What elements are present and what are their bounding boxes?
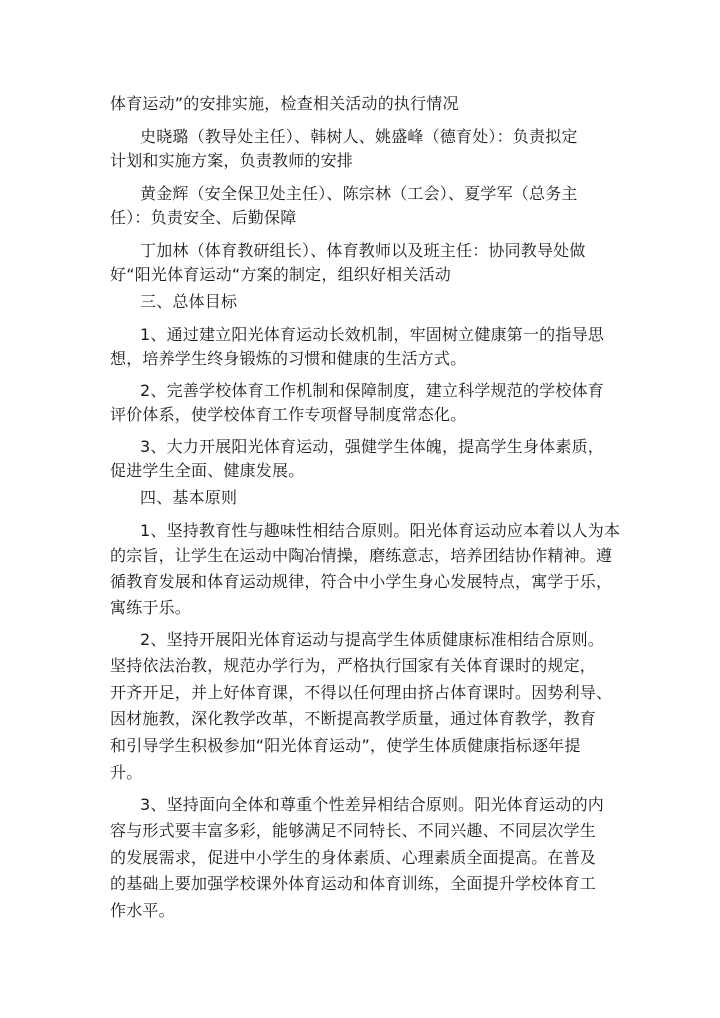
text-line: 3、坚持面向全体和尊重个性差异相结合原则。阳光体育运动的内 bbox=[140, 795, 604, 814]
text-line: 想，培养学生终身锻炼的习惯和健康的生活方式。 bbox=[110, 349, 467, 368]
text-line: 3、大力开展阳光体育运动，强健学生体魄，提高学生身体素质， bbox=[140, 437, 604, 456]
text-line: 计划和实施方案，负责教师的安排 bbox=[110, 151, 354, 170]
text-line: 因材施教，深化教学改革，不断提高教学质量，通过体育教学，教育 bbox=[110, 709, 597, 728]
text-line: 体育运动”的安排实施，检查相关活动的执行情况 bbox=[110, 94, 459, 113]
text-line: 促进学生全面、健康发展。 bbox=[110, 461, 305, 480]
text-line: 容与形式要丰富多彩，能够满足不同特长、不同兴趣、不同层次学生 bbox=[110, 821, 597, 840]
text-line: 黄金辉（安全保卫处主任）、陈宗林（工会）、夏学军（总务主 bbox=[140, 184, 578, 203]
text-line: 2、完善学校体育工作机制和保障制度，建立科学规范的学校体育 bbox=[140, 381, 604, 400]
text-line: 的基础上要加强学校课外体育运动和体育训练，全面提升学校体育工 bbox=[110, 874, 597, 893]
text-line: 史晓璐（教导处主任）、韩树人、姚盛峰（德育处）：负责拟定 bbox=[140, 127, 578, 146]
text-line: 2、坚持开展阳光体育运动与提高学生体质健康标准相结合原则。 bbox=[140, 630, 604, 649]
text-line: 坚持依法治教，规范办学行为，严格执行国家有关体育课时的规定， bbox=[110, 656, 597, 675]
text-line: 好“阳光体育运动“方案的制定，组织好相关活动 bbox=[110, 265, 451, 284]
text-line: 作水平。 bbox=[110, 901, 175, 920]
text-line: 任）：负责安全、后勤保障 bbox=[110, 208, 297, 227]
text-line: 的宗旨，让学生在运动中陶冶情操，磨练意志，培养团结协作精神。遵 bbox=[110, 546, 613, 565]
text-line: 开齐开足，并上好体育课，不得以任何理由挤占体育课时。因势利导、 bbox=[110, 683, 613, 702]
text-line: 的发展需求，促进中小学生的身体素质、心理素质全面提高。在普及 bbox=[110, 848, 597, 867]
section-heading: 四、基本原则 bbox=[140, 488, 238, 507]
text-line: 1、通过建立阳光体育运动长效机制，牢固树立健康第一的指导思 bbox=[140, 325, 604, 344]
text-line: 寓练于乐。 bbox=[110, 598, 192, 617]
text-line: 升。 bbox=[110, 763, 143, 782]
text-line: 循教育发展和体育运动规律，符合中小学生身心发展特点，寓学于乐， bbox=[110, 572, 613, 591]
text-line: 和引导学生积极参加“阳光体育运动”，使学生体质健康指标逐年提 bbox=[110, 736, 581, 755]
text-line: 丁加林（体育教研组长）、体育教师以及班主任：协同教导处做 bbox=[140, 241, 586, 260]
text-line: 评价体系，使学校体育工作专项督导制度常态化。 bbox=[110, 405, 467, 424]
section-heading: 三、总体目标 bbox=[140, 292, 238, 311]
text-line: 1、坚持教育性与趣味性相结合原则。阳光体育运动应本着以人为本 bbox=[140, 521, 621, 540]
